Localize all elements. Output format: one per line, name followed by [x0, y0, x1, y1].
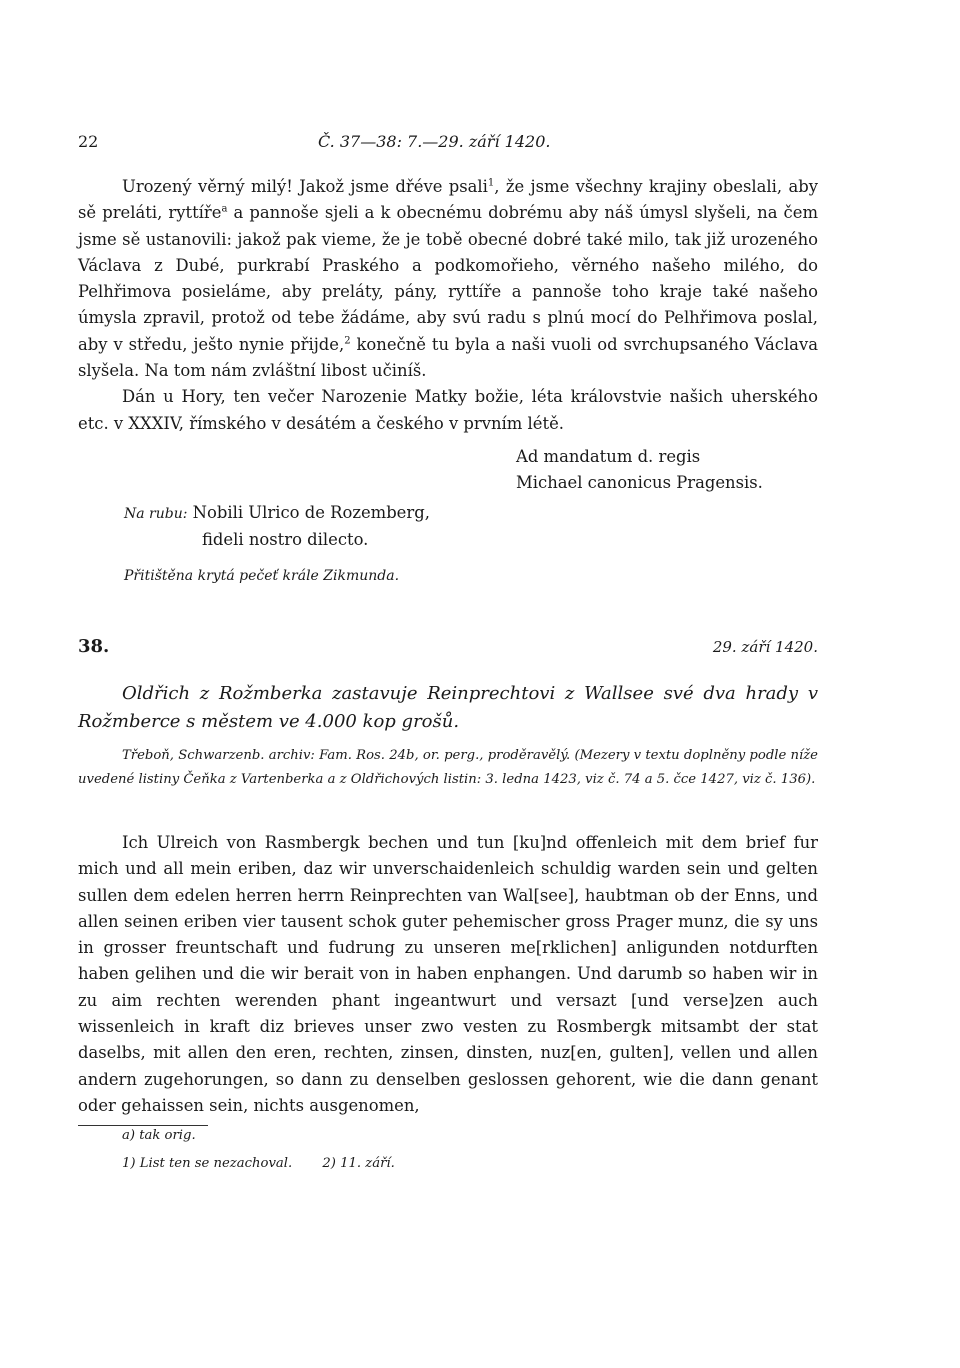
dorsal-line-2: fideli nostro dilecto.: [202, 530, 369, 549]
footnote-ref-1: 1: [487, 177, 495, 189]
running-title: Č. 37—38: 7.—29. září 1420.: [318, 132, 551, 151]
footnote-2: 2) 11. září.: [322, 1156, 395, 1171]
dorsal-address: [124, 500, 430, 553]
signature-line-2: Michael canonicus Pragensis.: [516, 473, 763, 492]
document-38-text: [78, 830, 818, 1119]
document-37-text: [78, 174, 818, 437]
dorsal-label: Na rubu:: [124, 506, 188, 522]
page-header: [78, 132, 818, 156]
dorsal-line-1: Nobili Ulrico de Rozemberg,: [192, 503, 430, 522]
footnote-ref-a: a: [221, 203, 228, 215]
footnote-ref-2: 2: [344, 335, 351, 347]
chancery-signature: [516, 444, 763, 496]
page-number: 22: [78, 132, 99, 151]
signature-line-1: Ad mandatum d. regis: [516, 447, 701, 466]
charter-body: Ich Ulreich von Rasmbergk bechen und tun [ku]nd offenleich mit dem brief fur mich und all mein eriben, daz wir unverschaidenleich schuldig warden sein und gelten sullen dem edelen herren herrn Reinprechten van Wal[see], haubtman ob der Enns, und allen seinen eriben vier tausent schok guter pehemischer gross Prager munz, die sy uns in grosser freuntschaft und fudrung zu unseren me[rklichen] anligunden notdurften haben gelihen und die wir berait von in haben enphangen. Und darumb so haben wir in zu aim rechten werenden phant ingeantwurt und versazt [und verse]zen auch wissenleich in kraft diz brieves unser zwo vesten zu Rosmbergk mitsambt der stat daselbs, mit allen den eren, rechten, zinsen, dinsten, nuz[en, gulten], vellen und allen andern zugehorungen, so dann zu denselben geslossen gehorent, wie die dann genant oder gehaissen sein, nichts ausgenomen,: [78, 833, 818, 1115]
footnote-a: a) tak orig.: [122, 1128, 196, 1143]
footnote-1: 1) List ten se nezachoval. 2) 11. září.: [122, 1156, 395, 1171]
source-note: Třeboň, Schwarzenb. archiv: Fam. Ros. 24b, or. perg., proděravělý. (Mezery v textu doplněny podle níže uvedené listiny Čeňka z Vartenberka a z Oldřichových listin: 3. ledna 1423, viz č. 74 a 5. čce 1427, viz č. 136).: [78, 748, 818, 787]
dating-clause: Dán u Hory, ten večer Narozenie Matky božie, léta královstvie našich uherského etc. v XXXIV, římského v desátém a českého v prvním létě.: [78, 387, 818, 433]
regest-summary: Oldřich z Rožmberka zastavuje Reinprechtovi z Wallsee své dva hrady v Rožmberce s městem ve 4.000 kop grošů.: [78, 683, 818, 732]
footnote-divider: [78, 1125, 208, 1126]
seal-note: Přitištěna krytá pečeť krále Zikmunda.: [124, 568, 400, 584]
letter-body: Urozený věrný milý! Jakož jsme dřéve psali$^1$, že jsme všechny krajiny obeslali, aby sě preláti, ryttíře$^a$ a pannoše sjeli a k obecnému dobrému aby náš úmysl slyšeli, na čem jsme sě ustanovili: jakož pak vieme, že je tobě obecné dobré také milo, tak již urozeného Václava z Dubé, purkrabí Praského a podkomořieho, věrného našeho milého, do Pelhřimova posieláme, aby preláty, pány, ryttíře a pannoše toho kraje také našeho úmysla zpravil, protož od tebe žádáme, aby svú radu s plnú mocí do Pelhřimova poslal, aby v středu, ješto nynie přijde,$^2$ konečně tu byla a naši vuoli od svrchupsaného Václava slyšela. Na tom nám zvláštní libost učiníš.: [78, 177, 818, 381]
document-date: 29. září 1420.: [712, 638, 818, 656]
document-number: 38.: [78, 636, 110, 657]
